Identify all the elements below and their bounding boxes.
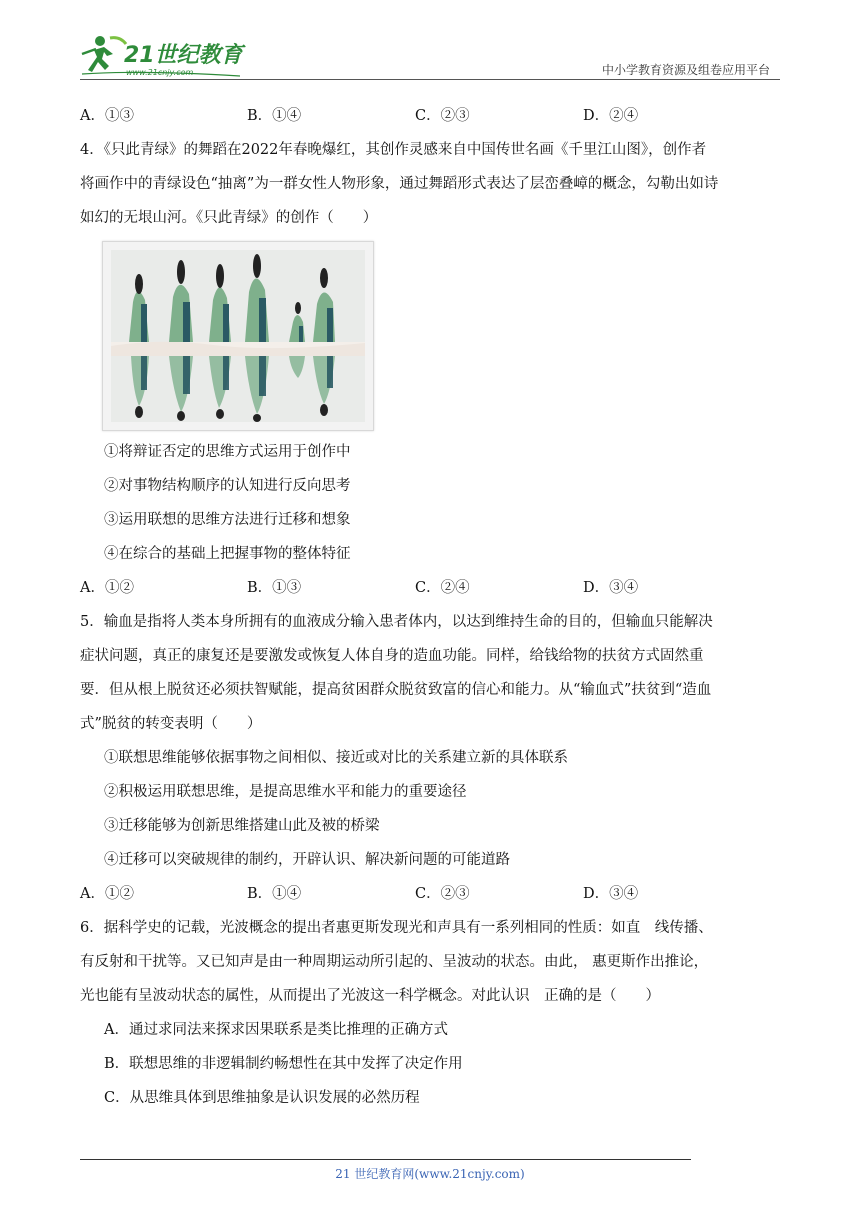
q5-statement: ①联想思维能够依据事物之间相似、接近或对比的关系建立新的具体联系 <box>104 750 568 766</box>
q4-statement: ④在综合的基础上把握事物的整体特征 <box>104 546 351 562</box>
question-4 <box>80 133 780 605</box>
page-header <box>0 0 860 90</box>
q5-option-c: C．②③ <box>415 886 470 902</box>
q5-option-d: D．③④ <box>583 886 639 902</box>
q4-statement: ③运用联想的思维方法进行迁移和想象 <box>104 512 351 528</box>
header-divider <box>80 79 780 80</box>
q5-stem-line: 症状问题，真正的康复还是要激发或恢复人体自身的造血功能。同样，给钱给物的扶贫方式固然重 <box>80 648 704 664</box>
logo-url: www.21cnjy.com <box>126 68 194 77</box>
q3-option-a: A．①③ <box>80 108 134 124</box>
question-6 <box>80 911 780 1115</box>
page-footer: 21 世纪教育网(www.21cnjy.com) <box>335 1167 525 1181</box>
q3-option-d: D．②④ <box>583 108 639 124</box>
q6-stem-line: 6．据科学史的记载，光波概念的提出者惠更斯发现光和声具有一系列相同的性质：如直 线传播、 <box>80 920 713 936</box>
q5-statement: ③迁移能够为创新思维搭建山此及被的桥梁 <box>104 818 380 834</box>
q6-option-b: B．联想思维的非逻辑制约畅想性在其中发挥了决定作用 <box>104 1056 463 1072</box>
site-logo <box>80 32 255 80</box>
document-body <box>80 99 780 1115</box>
q4-option-c: C．②④ <box>415 580 470 596</box>
footer-divider <box>80 1159 691 1160</box>
q5-statement: ④迁移可以突破规律的制约，开辟认识、解决新问题的可能道路 <box>104 852 510 868</box>
q6-option-a: A．通过求同法来探求因果联系是类比推理的正确方式 <box>104 1022 448 1038</box>
q4-option-a: A．①② <box>80 580 134 596</box>
q5-stem-line: 5．输血是指将人类本身所拥有的血液成分输入患者体内，以达到维持生命的目的，但输血只能解决 <box>80 614 713 630</box>
q4-statement: ①将辩证否定的思维方式运用于创作中 <box>104 444 351 460</box>
q4-stem-line: 将画作中的青绿设色“抽离”为一群女性人物形象，通过舞蹈形式表达了层峦叠嶂的概念，勾勒出如诗 <box>80 176 719 192</box>
q3-option-b: B．①④ <box>247 108 302 124</box>
logo-text: 21世纪教育 <box>124 43 243 68</box>
q5-option-a: A．①② <box>80 886 134 902</box>
q6-stem-line: 有反射和干扰等。又已知声是由一种周期运动所引起的、呈波动的状态。由此， 惠更斯作出推论， <box>80 954 709 970</box>
q4-option-b: B．①③ <box>247 580 302 596</box>
q5-option-b: B．①④ <box>247 886 302 902</box>
q6-stem-line: 光也能有呈波动状态的属性，从而提出了光波这一科学概念。对此认识 正确的是（ ） <box>80 988 660 1004</box>
dance-photo <box>102 241 374 431</box>
q5-stem-line: 要．但从根上脱贫还必须扶智赋能，提高贫困群众脱贫致富的信心和能力。从“输血式”扶贫到“造血 <box>80 682 712 698</box>
q6-option-c: C．从思维具体到思维抽象是认识发展的必然历程 <box>104 1090 420 1106</box>
q3-options <box>80 99 780 133</box>
question-5 <box>80 605 780 911</box>
q5-stem-line: 式”脱贫的转变表明（ ） <box>80 716 262 732</box>
q4-stem-line: 4．《只此青绿》的舞蹈在2022年春晚爆红，其创作灵感来自中国传世名画《千里江山图》，创作者 <box>80 142 707 158</box>
q4-option-d: D．③④ <box>583 580 639 596</box>
q4-options <box>80 571 780 605</box>
q4-stem-line: 如幻的无垠山河。《只此青绿》的创作（ ） <box>80 210 378 226</box>
q4-statement: ②对事物结构顺序的认知进行反向思考 <box>104 478 351 494</box>
q5-statement: ②积极运用联想思维，是提高思维水平和能力的重要途径 <box>104 784 467 800</box>
platform-tagline: 中小学教育资源及组卷应用平台 <box>601 63 770 77</box>
q5-options <box>80 877 780 911</box>
q3-option-c: C．②③ <box>415 108 470 124</box>
